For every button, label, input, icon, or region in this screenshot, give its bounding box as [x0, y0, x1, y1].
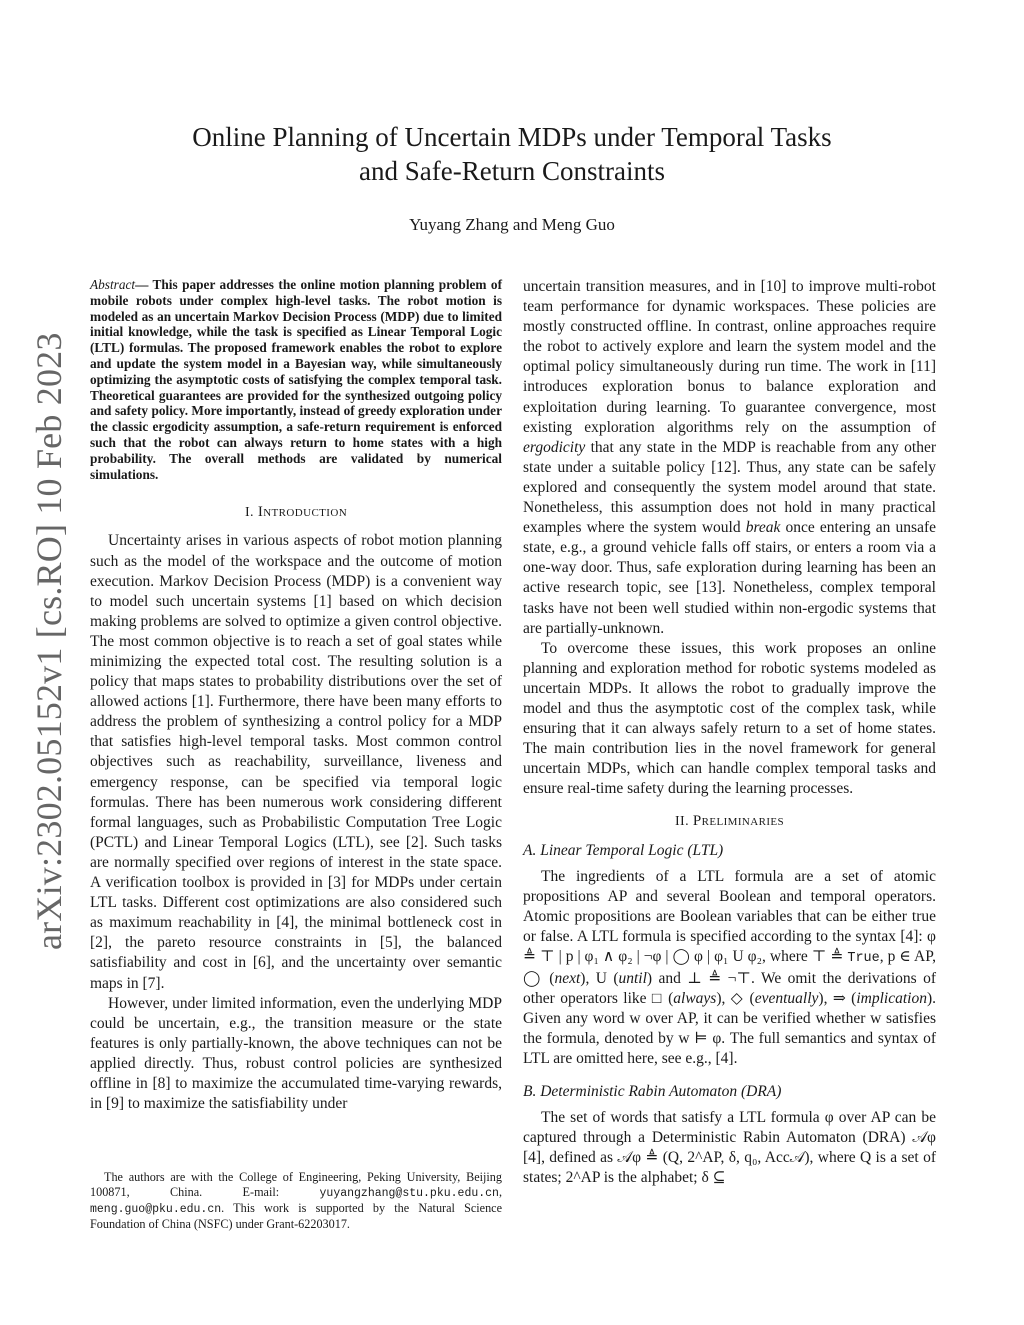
text-run: . This work is supported by the Natural Science Foundation of China (NSFC) under Grant-62203017.	[90, 1201, 502, 1231]
email-address: yuyangzhang@stu.pku.edu.cn	[319, 1187, 499, 1200]
text-run: The authors are with the College of Engineering, Peking University, Beijing 100871, China. E-mail:	[90, 1170, 502, 1199]
text-run: uncertain transition measures, and in [10] to improve multi-robot team performance for dynamic workspaces. These policies are mostly constructed offline. In contrast, online approaches require the robot to actively explore and learn the system model and the optimal policy simultaneously during run time. The work in [11] introduces exploration bonus to balance exploration and exploitation during learning. To guarantee convergence, most existing exploration algorithms rely on the assumption of	[523, 278, 936, 436]
text-run: ), ⇒ (	[818, 990, 857, 1008]
section-heading-introduction	[90, 502, 502, 523]
paper-title	[0, 120, 1024, 188]
text-run: once entering an unsafe state, e.g., a ground vehicle falls off stairs, or enters a room via a one-way door. Thus, safe exploration during learning has been an active research topic, see [13]. Nonetheless, complex temporal tasks have not been well studied within non-ergodic systems that are partially-unknown.	[523, 519, 936, 637]
text-run: ), U (	[580, 970, 619, 988]
emphasis: ergodicity	[523, 438, 586, 456]
emphasis: break	[745, 519, 781, 537]
text-run: ) and ⊥ ≜ ¬⊤. We omit the derivations of other operators like □ (	[523, 970, 936, 1008]
emphasis: implication	[856, 990, 927, 1008]
intro-paragraph-3	[523, 277, 936, 639]
text-run: , p ∈ AP, ◯ (	[523, 948, 936, 988]
dra-paragraph: The set of words that satisfy a LTL formula φ over AP can be captured through a Deterministic Rabin Automaton (DRA) 𝒜φ [4], defined as 𝒜φ ≜ (Q, 2^AP, δ, q₀, Acc𝒜), where Q is a set of states; 2^AP is the alphabet; δ ⊆	[523, 1108, 936, 1186]
abstract-label: Abstract	[90, 277, 136, 292]
footnote	[90, 1170, 502, 1232]
text-run: that any state in the MDP is reachable from any other state under a suitable policy [12]. Thus, any state can be safely explored and consequently the system model around that state. Nonetheless, this assumption does not hold in many practical examples where the system would	[523, 438, 936, 537]
left-column	[90, 277, 502, 1114]
author-list: Yuyang Zhang and Meng Guo	[409, 215, 615, 234]
abstract	[90, 277, 502, 482]
intro-paragraph-1: Uncertainty arises in various aspects of robot motion planning such as the model of the workspace and the outcome of motion execution. Markov Decision Process (MDP) is a convenient way to model such uncertain systems [1] based on which decision making problems are solved to optimize a given control objective. The most common objective is to reach a set of goal states while minimizing the expected total cost. The resulting solution is a policy that maps states to probability distributions over the set of allowed actions [1]. Furthermore, there have been many efforts to address the problem of synthesizing a control policy for a MDP that satisfies high-level temporal tasks. Most common control objectives such as reachability, surveillance, liveness and emergency response, can be specified via temporal logic formulas. There has been numerous work considering different formal languages, such as Probabilistic Computation Tree Logic (PCTL) and Linear Temporal Logics (LTL), see [2]. Such tasks are normally specified over regions of interest in the state space. A verification toolbox is provided in [3] for MDPs under certain LTL tasks. Different cost optimizations are also considered such as maximum reachability in [4], the minimal bottleneck cost in [2], the pareto resource constraints in [5], the balanced satisfiability and cost in [6], and the uncertainty over semantic maps in [7].	[90, 532, 502, 992]
abstract-text: — This paper addresses the online motion planning problem of mobile robots under complex high-level tasks. The robot motion is modeled as an uncertain Markov Decision Process (MDP) due to limited initial knowledge, while the task is specified as Linear Temporal Logic (LTL) formulas. The proposed framework enables the robot to explore and update the system model in a Bayesian way, while simultaneously optimizing the asymptotic costs of satisfying the complex temporal task. Theoretical guarantees are provided for the synthesized outgoing policy and safety policy. More importantly, instead of greedy exploration under the classic ergodicity assumption, a safe-return requirement is enforced such that the robot can always return to home states with a high probability. The overall methods are validated by numerical simulations.	[90, 277, 502, 482]
section-heading-preliminaries	[523, 811, 936, 832]
emphasis: eventually	[754, 990, 819, 1008]
section-number: I.	[244, 505, 254, 521]
text-run: The ingredients of a LTL formula are a set of atomic propositions AP and several Boolean and temporal operators. Atomic propositions are Boolean variables that can be either true or false. A LTL formula is specified according to the syntax [4]: φ ≜ ⊤ | p | φ₁ ∧ φ₂ | ¬φ | ◯ φ | φ₁ U φ₂, where ⊤ ≜	[523, 867, 936, 965]
subsection-heading-dra: B. Deterministic Rabin Automaton (DRA)	[523, 1082, 782, 1100]
subsection-heading-ltl: A. Linear Temporal Logic (LTL)	[523, 841, 724, 859]
ltl-paragraph	[523, 867, 936, 1070]
code-literal: True	[847, 951, 880, 966]
emphasis: always	[673, 990, 717, 1008]
section-title: Preliminaries	[692, 813, 785, 830]
intro-paragraph-4: To overcome these issues, this work proposes an online planning and exploration method for robotic systems modeled as uncertain MDPs. It allows the robot to gradually improve the model and thus the asymptotic cost of the complex task, while ensuring that it can always safely return to a set of home states. The main contribution lies in the novel framework for general uncertain MDPs, which can handle complex temporal tasks and ensure real-time safety during the learning processes.	[523, 639, 936, 798]
emphasis: next	[554, 970, 581, 988]
section-title: Introduction	[257, 504, 348, 521]
text-run: ), ◇ (	[716, 990, 755, 1008]
title-line-2: and Safe-Return Constraints	[359, 156, 665, 186]
text-run: ). Given any word w over AP, it can be verified whether w satisfies the formula, denoted by w ⊨ φ. The full semantics and syntax of LTL are omitted here, see e.g., [4].	[523, 990, 936, 1068]
emphasis: until	[618, 970, 647, 988]
title-line-1: Online Planning of Uncertain MDPs under Temporal Tasks	[192, 122, 832, 152]
arxiv-identifier: arXiv:2302.05152v1 [cs.RO] 10 Feb 2023	[29, 332, 69, 950]
text-run: ,	[498, 1185, 502, 1199]
section-number: II.	[674, 814, 689, 830]
intro-paragraph-2: However, under limited information, even the underlying MDP could be uncertain, e.g., the transition measure or the state features is only partially-known, the above techniques can not be applied directly. Thus, robust control policies are synthesized offline in [8] to maximize the accumulated time-varying rewards, in [9] to maximize the satisfiability under	[90, 994, 502, 1113]
email-address: meng.guo@pku.edu.cn	[90, 1203, 222, 1216]
right-column	[523, 277, 936, 1188]
